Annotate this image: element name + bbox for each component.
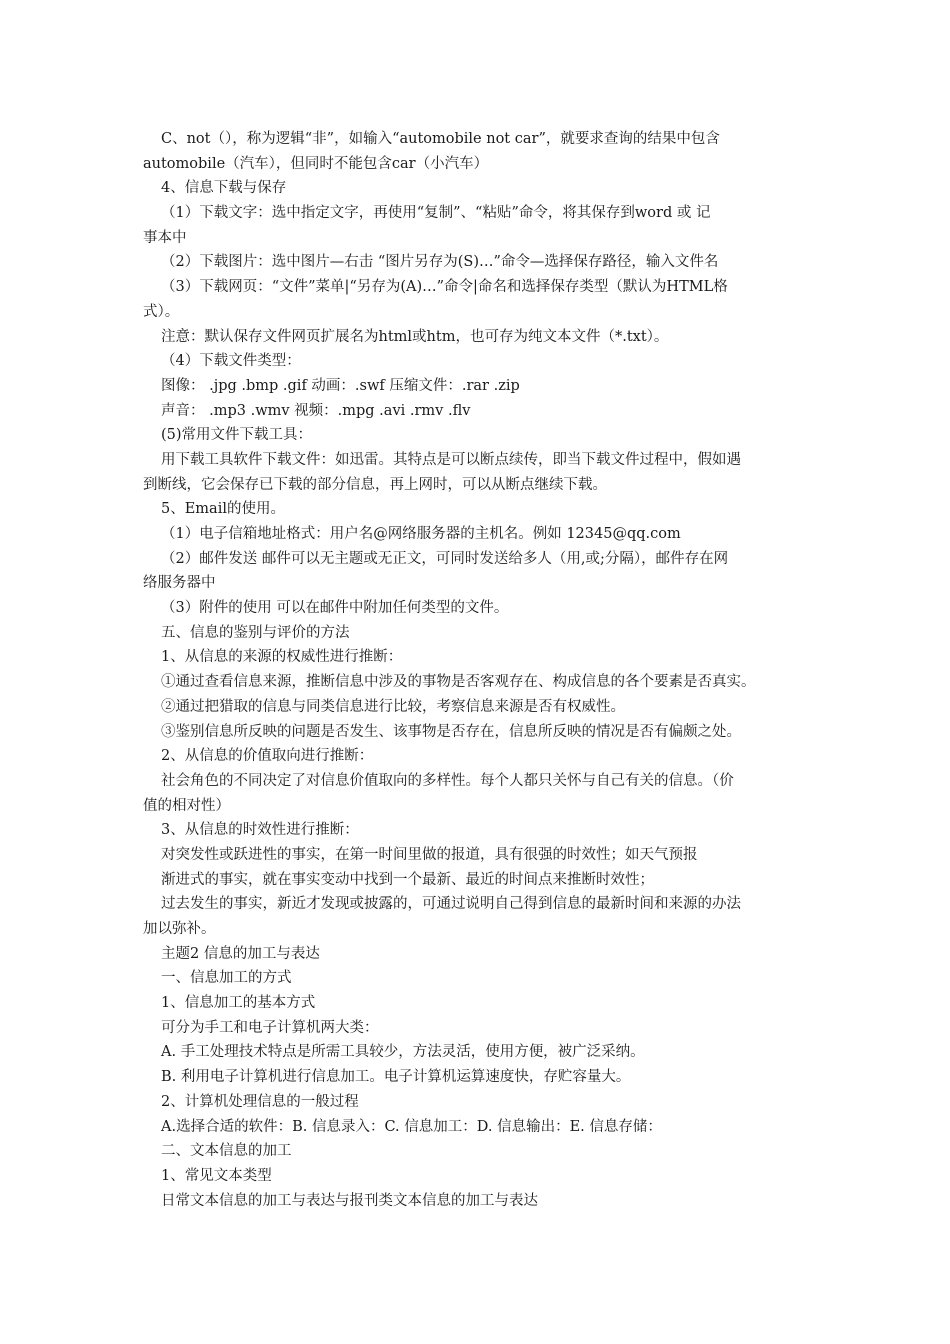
- text-line: （1）下载文字：选中指定文字，再使用“复制”、“粘贴”命令，将其保存到word 或 记: [161, 205, 711, 222]
- text-line: （1）电子信箱地址格式：用户名@网络服务器的主机名。例如 12345@qq.com: [161, 526, 681, 542]
- text-line: ①通过查看信息来源，推断信息中涉及的事物是否客观存在、构成信息的各个要素是否真实。: [161, 674, 756, 691]
- text-line: 声音： .mp3 .wmv 视频：.mpg .avi .rmv .flv: [161, 402, 471, 419]
- text-line: 到断线，它会保存已下载的部分信息，再上网时，可以从断点继续下载。: [143, 476, 607, 493]
- text-line: 注意：默认保存文件网页扩展名为html或htm，也可存为纯文本文件（*.txt）。: [161, 328, 669, 345]
- text-line: B. 利用电子计算机进行信息加工。电子计算机运算速度快，存贮容量大。: [161, 1069, 631, 1086]
- text-line: 二、文本信息的加工: [161, 1143, 292, 1160]
- text-line: A. 手工处理技术特点是所需工具较少，方法灵活，使用方便，被广泛采纳。: [161, 1044, 645, 1061]
- text-line: 1、信息加工的基本方式: [161, 995, 316, 1012]
- text-line: 用下载工具软件下载文件：如迅雷。其特点是可以断点续传，即当下载文件过程中，假如遇: [161, 451, 741, 468]
- text-line: （2）邮件发送 邮件可以无主题或无正文，可同时发送给多人（用,或;分隔），邮件存在网: [161, 550, 729, 567]
- text-line: 2、从信息的价值取向进行推断：: [161, 748, 374, 765]
- text-line: 渐进式的事实，就在事实变动中找到一个最新、最近的时间点来推断时效性；: [161, 871, 654, 888]
- text-line: 3、从信息的时效性进行推断：: [161, 822, 359, 839]
- text-line: 图像： .jpg .bmp .gif 动画：.swf 压缩文件：.rar .zip: [161, 377, 520, 394]
- text-line: （3）下载网页：“文件”菜单|“另存为(A)…”命令|命名和选择保存类型（默认为HTML格: [161, 279, 728, 296]
- text-line: 1、从信息的来源的权威性进行推断：: [161, 649, 403, 666]
- text-line: ②通过把猎取的信息与同类信息进行比较，考察信息来源是否有权威性。: [161, 698, 625, 715]
- text-line: (5)常用文件下载工具：: [161, 427, 313, 444]
- text-line: 式）。: [143, 303, 180, 320]
- text-line: C、not（），称为逻辑“非”，如输入“automobile not car”，就要求查询的结果中包含: [161, 131, 720, 147]
- text-line: 可分为手工和电子计算机两大类：: [161, 1019, 379, 1036]
- text-line: （3）附件的使用 可以在邮件中附加任何类型的文件。: [161, 600, 509, 617]
- text-line: 加以弥补。: [143, 921, 216, 937]
- text-line: 5、Email的使用。: [161, 501, 285, 518]
- text-line: ③鉴别信息所反映的问题是否发生、该事物是否存在，信息所反映的情况是否有偏颇之处。: [161, 723, 741, 740]
- text-line: 对突发性或跃进性的事实，在第一时间里做的报道，具有很强的时效性；如天气预报: [161, 846, 698, 863]
- text-line: 社会角色的不同决定了对信息价值取向的多样性。每个人都只关怀与自己有关的信息。（价: [161, 772, 734, 789]
- text-line: 值的相对性）: [143, 797, 230, 814]
- text-line: 1、常见文本类型: [161, 1167, 272, 1184]
- text-line: 2、计算机处理信息的一般过程: [161, 1093, 359, 1110]
- text-line: （2）下载图片：选中图片—右击 “图片另存为(S)…”命令—选择保存路径，输入文件名: [161, 254, 719, 271]
- text-line: 事本中: [143, 229, 187, 246]
- text-line: （4）下载文件类型：: [161, 353, 301, 370]
- text-line: 日常文本信息的加工与表达与报刊类文本信息的加工与表达: [161, 1192, 538, 1209]
- document-body: [143, 127, 823, 1213]
- text-line: automobile（汽车），但同时不能包含car（小汽车）: [143, 155, 489, 172]
- text-line: 主题2 信息的加工与表达: [161, 945, 320, 962]
- text-line: 4、信息下载与保存: [161, 180, 287, 197]
- text-line: 五、信息的鉴别与评价的方法: [161, 624, 350, 641]
- text-line: A.选择合适的软件：B. 信息录入：C. 信息加工：D. 信息输出：E. 信息存储：: [161, 1118, 662, 1135]
- text-line: 过去发生的事实，新近才发现或披露的，可通过说明自己得到信息的最新时间和来源的办法: [161, 896, 741, 913]
- text-line: 络服务器中: [143, 575, 216, 592]
- text-line: 一、信息加工的方式: [161, 970, 292, 987]
